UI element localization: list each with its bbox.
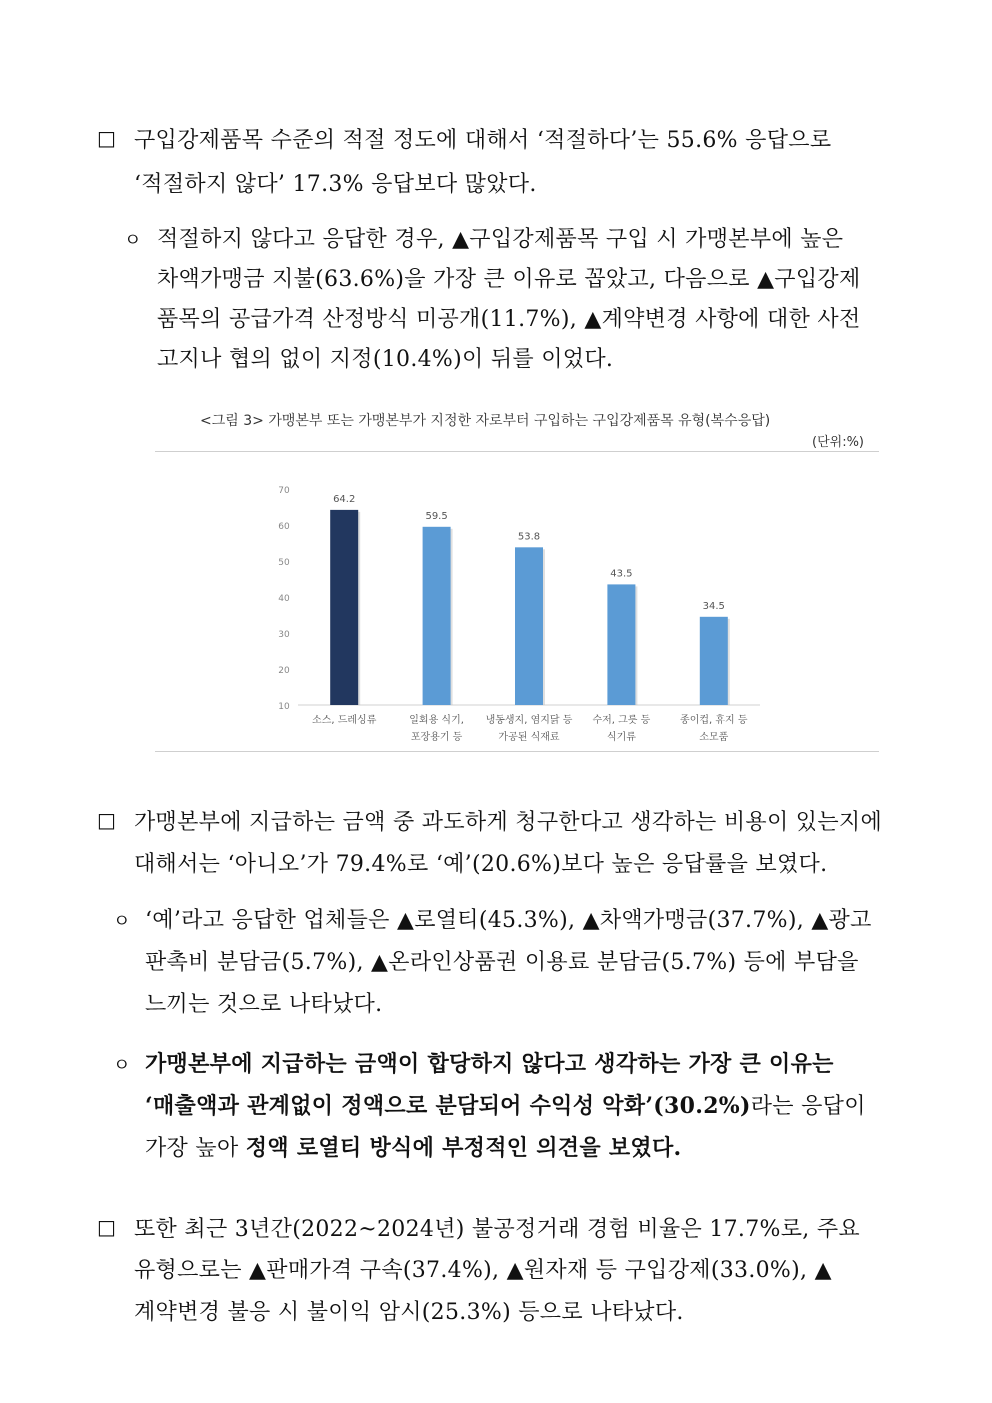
bar-shadow <box>332 512 360 705</box>
square-bullet-marker: □ <box>97 1215 116 1239</box>
paragraph-line: 유형으로는 ▲판매가격 구속(37.4%), ▲원자재 등 구입강제(33.0%), ▲ <box>134 1258 832 1283</box>
figure-caption: <그림 3> 가맹본부 또는 가맹본부가 지정한 자로부터 구입하는 구입강제품목 유형(복수응답) <box>200 413 771 429</box>
y-tick-label: 70 <box>278 486 290 496</box>
category-label: 종이컵, 휴지 등 <box>680 715 748 726</box>
emphasis-text: ‘매출액과 관계없이 정액으로 분담되어 수익성 악화’(30.2%) <box>145 1093 751 1119</box>
y-tick-label: 60 <box>278 522 290 532</box>
category-label: 식기류 <box>606 732 636 743</box>
category-label: 냉동생지, 염지닭 등 <box>485 715 573 726</box>
y-tick-label: 20 <box>278 666 290 676</box>
figure-top-rule <box>155 451 879 452</box>
y-tick-label: 30 <box>278 630 290 640</box>
bar-shadow <box>609 586 637 705</box>
normal-text: 가장 높아 <box>145 1136 246 1161</box>
paragraph-line: ‘예’라고 응답한 업체들은 ▲로열티(45.3%), ▲차액가맹금(37.7%), ▲광고 <box>145 908 872 933</box>
paragraph-line: 느끼는 것으로 나타났다. <box>145 992 383 1017</box>
data-label: 43.5 <box>610 568 633 580</box>
category-label: 수저, 그릇 등 <box>592 715 651 726</box>
paragraph-line: 품목의 공급가격 산정방식 미공개(11.7%), ▲계약변경 사항에 대한 사전 <box>157 307 861 332</box>
circle-bullet-marker: ㅇ <box>124 230 142 251</box>
y-tick-label: 50 <box>278 558 290 568</box>
paragraph-line <box>145 1089 866 1120</box>
bar <box>515 547 543 705</box>
emphasis-line: 가맹본부에 지급하는 금액이 합당하지 않다고 생각하는 가장 큰 이유는 <box>145 1051 834 1077</box>
bar <box>700 617 728 705</box>
category-label: 소스, 드레싱류 <box>312 715 377 726</box>
paragraph-line: 적절하지 않다고 응답한 경우, ▲구입강제품목 구입 시 가맹본부에 높은 <box>157 227 844 252</box>
category-label: 소모품 <box>699 732 729 743</box>
bar <box>423 527 451 705</box>
paragraph-line: 차액가맹금 지불(63.6%)을 가장 큰 이유로 꼽았고, 다음으로 ▲구입강제 <box>157 267 861 292</box>
paragraph-line: 또한 최근 3년간(2022~2024년) 불공정거래 경험 비율은 17.7%로, 주요 <box>134 1217 860 1242</box>
y-tick-label: 10 <box>278 702 290 712</box>
square-bullet-marker: □ <box>97 126 116 150</box>
y-tick-label: 40 <box>278 594 290 604</box>
category-label: 일회용 식기, <box>409 715 464 726</box>
data-label: 34.5 <box>702 600 725 612</box>
figure-bottom-rule <box>155 751 879 752</box>
bar <box>607 584 635 705</box>
category-label: 포장용기 등 <box>410 732 463 743</box>
paragraph-line: 구입강제품목 수준의 적절 정도에 대해서 ‘적절하다’는 55.6% 응답으로 <box>134 128 832 153</box>
normal-text: 라는 응답이 <box>750 1094 866 1119</box>
paragraph-line: 판촉비 분담금(5.7%), ▲온라인상품권 이용료 분담금(5.7%) 등에 부담을 <box>145 950 859 975</box>
data-label: 59.5 <box>425 510 448 522</box>
emphasis-text: 정액 로열티 방식에 부정적인 의견을 보였다. <box>245 1135 682 1161</box>
circle-bullet-marker: ㅇ <box>113 1055 131 1076</box>
paragraph-line: ‘적절하지 않다’ 17.3% 응답보다 많았다. <box>134 172 537 197</box>
bar-shadow <box>517 549 545 705</box>
paragraph-line: 대해서는 ‘아니오’가 79.4%로 ‘예’(20.6%)보다 높은 응답률을 보였다. <box>134 852 828 877</box>
bar-shadow <box>702 619 730 705</box>
figure-unit: (단위:%) <box>812 435 864 450</box>
bar-shadow <box>425 529 453 705</box>
paragraph-line: 가맹본부에 지급하는 금액 중 과도하게 청구한다고 생각하는 비용이 있는지에 <box>134 810 883 835</box>
data-label: 64.2 <box>333 493 356 505</box>
bar <box>330 510 358 705</box>
paragraph-line <box>145 1131 682 1162</box>
category-label: 가공된 식재료 <box>498 732 560 743</box>
square-bullet-marker: □ <box>97 808 116 832</box>
paragraph-line: 고지나 협의 없이 지정(10.4%)이 뒤를 이었다. <box>157 347 614 372</box>
paragraph-line: 계약변경 불응 시 불이익 암시(25.3%) 등으로 나타났다. <box>134 1300 684 1325</box>
data-label: 53.8 <box>517 531 541 543</box>
circle-bullet-marker: ㅇ <box>113 911 131 932</box>
